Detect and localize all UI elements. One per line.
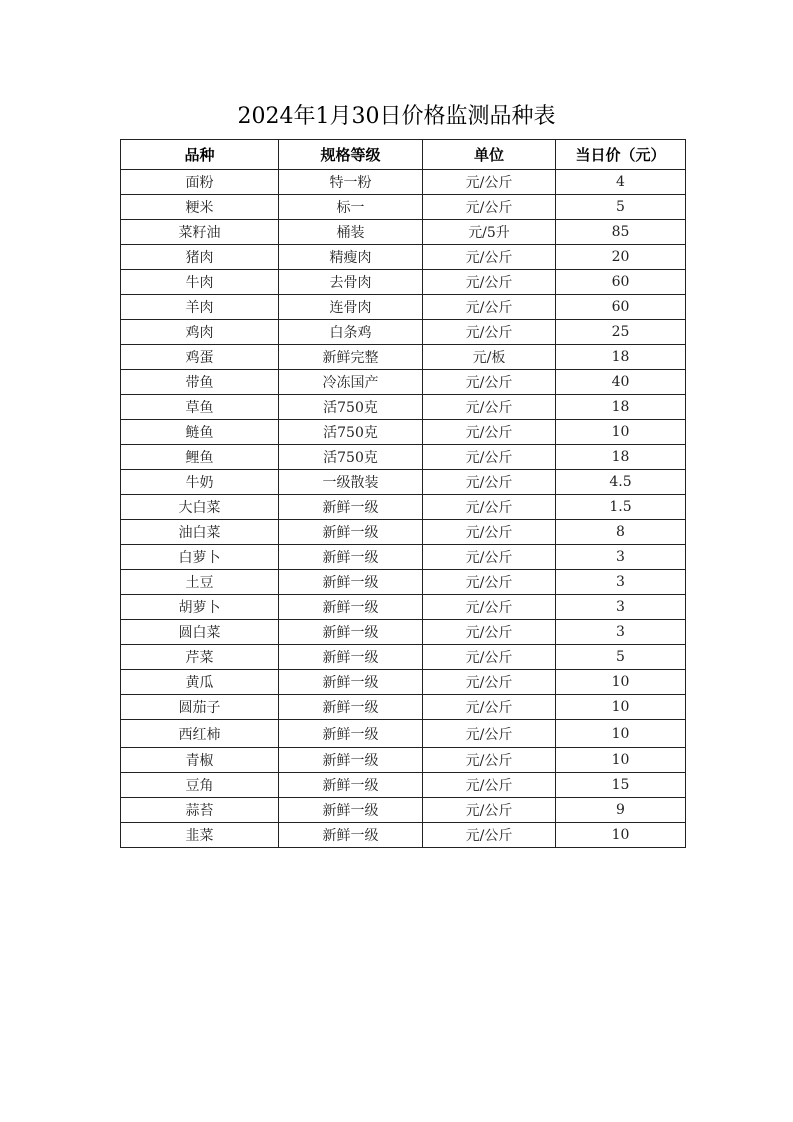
cell-variety: 羊肉	[121, 295, 279, 320]
cell-price: 3	[556, 620, 686, 645]
cell-unit: 元/公斤	[423, 520, 556, 545]
cell-grade: 特一粉	[279, 170, 423, 195]
cell-unit: 元/公斤	[423, 773, 556, 798]
table-row	[121, 445, 686, 470]
cell-price: 3	[556, 595, 686, 620]
cell-price: 10	[556, 823, 686, 848]
cell-price: 25	[556, 320, 686, 345]
table-row	[121, 595, 686, 620]
cell-unit: 元/公斤	[423, 370, 556, 395]
cell-unit: 元/公斤	[423, 445, 556, 470]
cell-grade: 活750克	[279, 420, 423, 445]
cell-variety: 青椒	[121, 748, 279, 773]
cell-grade: 白条鸡	[279, 320, 423, 345]
cell-grade: 新鲜一级	[279, 773, 423, 798]
table-row	[121, 420, 686, 445]
cell-unit: 元/板	[423, 345, 556, 370]
cell-variety: 牛肉	[121, 270, 279, 295]
cell-variety: 面粉	[121, 170, 279, 195]
cell-unit: 元/公斤	[423, 270, 556, 295]
cell-unit: 元/公斤	[423, 545, 556, 570]
cell-price: 1.5	[556, 495, 686, 520]
cell-price: 40	[556, 370, 686, 395]
cell-grade: 去骨肉	[279, 270, 423, 295]
cell-unit: 元/公斤	[423, 395, 556, 420]
cell-price: 5	[556, 645, 686, 670]
table-row	[121, 748, 686, 773]
cell-unit: 元/公斤	[423, 320, 556, 345]
header-price: 当日价（元）	[556, 140, 686, 170]
table-row	[121, 195, 686, 220]
cell-grade: 标一	[279, 195, 423, 220]
cell-variety: 胡萝卜	[121, 595, 279, 620]
cell-grade: 桶装	[279, 220, 423, 245]
cell-price: 3	[556, 570, 686, 595]
table-row	[121, 798, 686, 823]
table-row	[121, 320, 686, 345]
table-row	[121, 823, 686, 848]
cell-unit: 元/公斤	[423, 245, 556, 270]
cell-price: 10	[556, 695, 686, 720]
cell-unit: 元/公斤	[423, 695, 556, 720]
cell-price: 9	[556, 798, 686, 823]
cell-grade: 冷冻国产	[279, 370, 423, 395]
cell-variety: 粳米	[121, 195, 279, 220]
cell-variety: 豆角	[121, 773, 279, 798]
table-row	[121, 670, 686, 695]
table-row	[121, 245, 686, 270]
cell-unit: 元/公斤	[423, 670, 556, 695]
table-row	[121, 620, 686, 645]
cell-price: 4	[556, 170, 686, 195]
cell-grade: 活750克	[279, 445, 423, 470]
table-body	[121, 170, 686, 848]
table-row	[121, 470, 686, 495]
cell-unit: 元/公斤	[423, 470, 556, 495]
cell-unit: 元/公斤	[423, 798, 556, 823]
cell-unit: 元/公斤	[423, 620, 556, 645]
table-row	[121, 170, 686, 195]
cell-variety: 鲤鱼	[121, 445, 279, 470]
cell-unit: 元/公斤	[423, 823, 556, 848]
table-row	[121, 695, 686, 720]
cell-variety: 芹菜	[121, 645, 279, 670]
price-table	[120, 139, 686, 848]
cell-unit: 元/公斤	[423, 420, 556, 445]
table-row	[121, 370, 686, 395]
cell-unit: 元/公斤	[423, 595, 556, 620]
table-row	[121, 720, 686, 748]
cell-variety: 鸡蛋	[121, 345, 279, 370]
cell-grade: 新鲜一级	[279, 695, 423, 720]
cell-grade: 新鲜一级	[279, 748, 423, 773]
cell-grade: 新鲜一级	[279, 520, 423, 545]
cell-price: 20	[556, 245, 686, 270]
cell-price: 4.5	[556, 470, 686, 495]
table-row	[121, 495, 686, 520]
table-row	[121, 520, 686, 545]
cell-variety: 土豆	[121, 570, 279, 595]
cell-price: 3	[556, 545, 686, 570]
table-header-row	[121, 140, 686, 170]
cell-grade: 新鲜一级	[279, 570, 423, 595]
cell-unit: 元/公斤	[423, 495, 556, 520]
cell-variety: 带鱼	[121, 370, 279, 395]
cell-variety: 圆白菜	[121, 620, 279, 645]
cell-variety: 牛奶	[121, 470, 279, 495]
table-row	[121, 545, 686, 570]
cell-grade: 新鲜完整	[279, 345, 423, 370]
header-variety: 品种	[121, 140, 279, 170]
cell-price: 10	[556, 670, 686, 695]
cell-grade: 一级散装	[279, 470, 423, 495]
cell-price: 10	[556, 720, 686, 748]
cell-unit: 元/5升	[423, 220, 556, 245]
cell-grade: 新鲜一级	[279, 495, 423, 520]
cell-price: 18	[556, 345, 686, 370]
table-row	[121, 345, 686, 370]
cell-unit: 元/公斤	[423, 295, 556, 320]
cell-variety: 猪肉	[121, 245, 279, 270]
cell-variety: 菜籽油	[121, 220, 279, 245]
cell-price: 15	[556, 773, 686, 798]
table-row	[121, 773, 686, 798]
cell-price: 18	[556, 395, 686, 420]
cell-price: 60	[556, 270, 686, 295]
cell-price: 18	[556, 445, 686, 470]
cell-unit: 元/公斤	[423, 748, 556, 773]
table-row	[121, 220, 686, 245]
cell-grade: 精瘦肉	[279, 245, 423, 270]
cell-variety: 黄瓜	[121, 670, 279, 695]
cell-variety: 蒜苔	[121, 798, 279, 823]
cell-grade: 新鲜一级	[279, 620, 423, 645]
cell-unit: 元/公斤	[423, 170, 556, 195]
cell-variety: 圆茄子	[121, 695, 279, 720]
cell-variety: 韭菜	[121, 823, 279, 848]
cell-grade: 新鲜一级	[279, 645, 423, 670]
cell-grade: 活750克	[279, 395, 423, 420]
cell-variety: 西红柿	[121, 720, 279, 748]
cell-grade: 连骨肉	[279, 295, 423, 320]
cell-price: 5	[556, 195, 686, 220]
cell-grade: 新鲜一级	[279, 823, 423, 848]
table-row	[121, 295, 686, 320]
table-row	[121, 270, 686, 295]
cell-grade: 新鲜一级	[279, 798, 423, 823]
cell-grade: 新鲜一级	[279, 720, 423, 748]
cell-variety: 草鱼	[121, 395, 279, 420]
header-grade: 规格等级	[279, 140, 423, 170]
table-row	[121, 645, 686, 670]
page-title: 2024年1月30日价格监测品种表	[237, 104, 556, 129]
cell-variety: 油白菜	[121, 520, 279, 545]
header-unit: 单位	[423, 140, 556, 170]
cell-unit: 元/公斤	[423, 720, 556, 748]
cell-price: 60	[556, 295, 686, 320]
cell-unit: 元/公斤	[423, 645, 556, 670]
cell-grade: 新鲜一级	[279, 595, 423, 620]
cell-unit: 元/公斤	[423, 570, 556, 595]
cell-price: 10	[556, 748, 686, 773]
table-row	[121, 395, 686, 420]
cell-grade: 新鲜一级	[279, 670, 423, 695]
cell-variety: 鸡肉	[121, 320, 279, 345]
cell-price: 10	[556, 420, 686, 445]
cell-grade: 新鲜一级	[279, 545, 423, 570]
table-row	[121, 570, 686, 595]
cell-unit: 元/公斤	[423, 195, 556, 220]
cell-variety: 大白菜	[121, 495, 279, 520]
cell-variety: 鲢鱼	[121, 420, 279, 445]
cell-variety: 白萝卜	[121, 545, 279, 570]
cell-price: 85	[556, 220, 686, 245]
cell-price: 8	[556, 520, 686, 545]
